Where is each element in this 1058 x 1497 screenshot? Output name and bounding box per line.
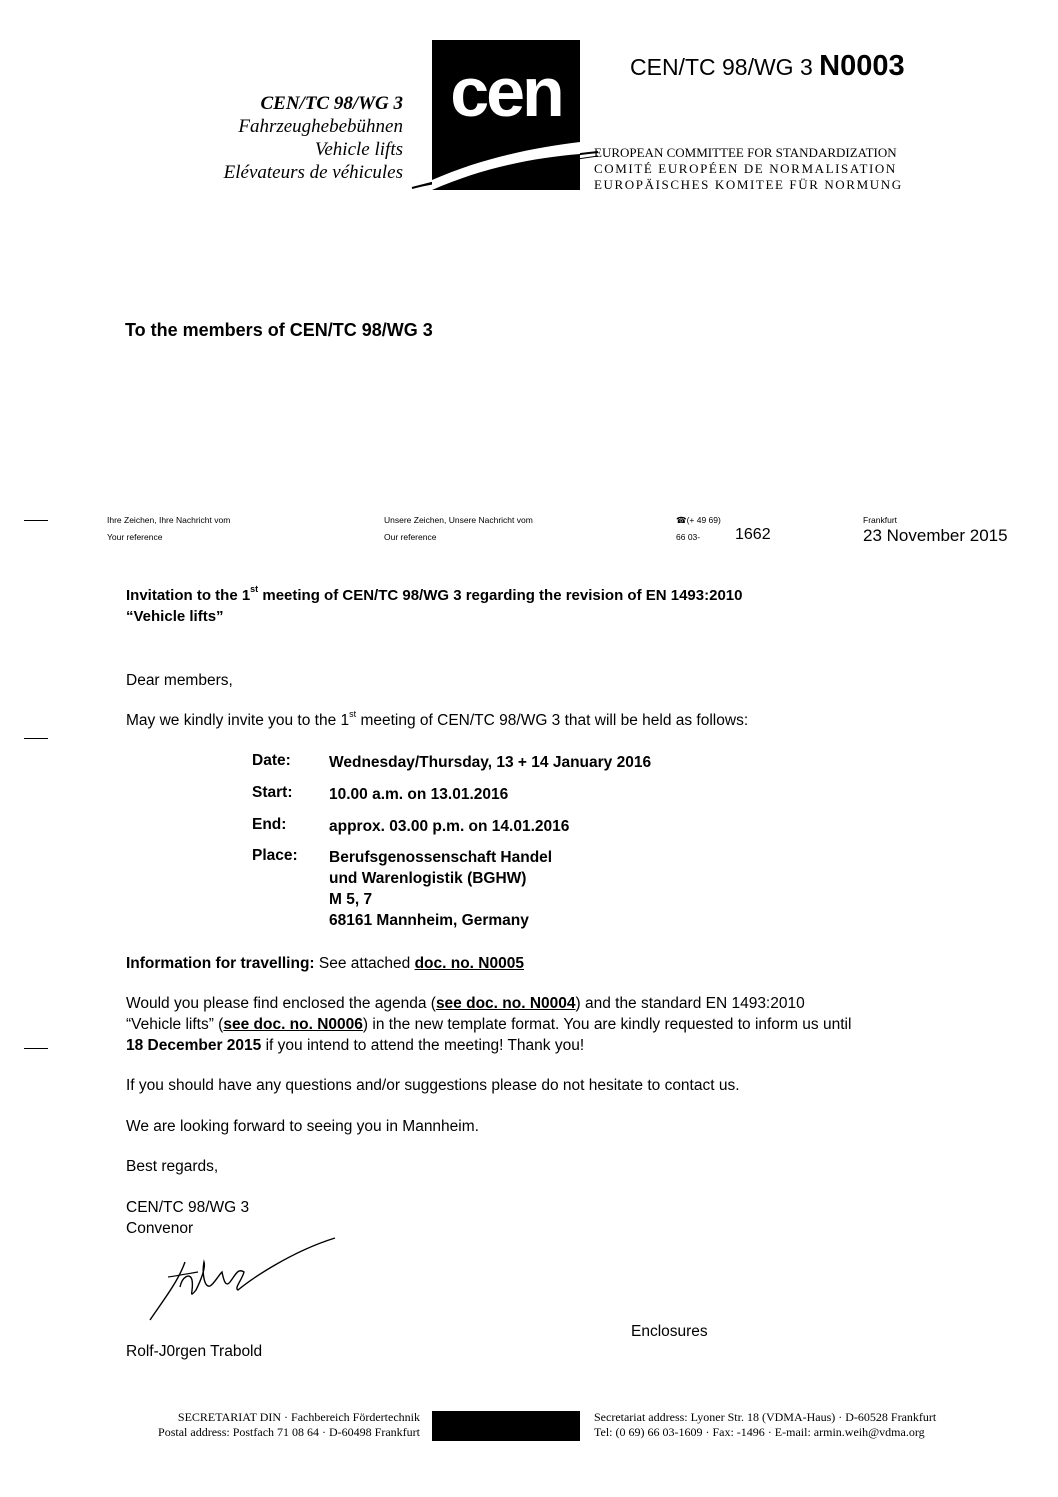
travel-label: Information for travelling:	[126, 955, 315, 972]
cen-logo-text: cen	[450, 53, 562, 131]
subject-line2: “Vehicle lifts”	[126, 608, 224, 625]
place-label: Place:	[252, 847, 298, 864]
city: Frankfurt	[863, 515, 898, 525]
our-reference-en: Our reference	[384, 532, 437, 542]
phone-extension: 1662	[735, 526, 771, 543]
committee-names	[594, 145, 903, 193]
document-number	[630, 50, 905, 83]
working-group-block	[224, 92, 403, 184]
end-label: End:	[252, 816, 287, 833]
footer-secretariat: SECRETARIAT DIN · Fachbereich Fördertechnik Postal address: Postfach 71 08 64 · D-60498 Frankfurt	[158, 1410, 420, 1439]
your-reference-de: Ihre Zeichen, Ihre Nachricht vom	[107, 515, 231, 525]
recipient-line: To the members of CEN/TC 98/WG 3	[125, 320, 433, 340]
closing-paragraph: We are looking forward to seeing you in Mannheim.	[126, 1118, 479, 1135]
doc-number: N0003	[819, 50, 905, 82]
start-value: 10.00 a.m. on 13.01.2016	[329, 786, 509, 803]
start-label: Start:	[252, 784, 293, 801]
date-value: Wednesday/Thursday, 13 + 14 January 2016	[329, 754, 652, 771]
doc-n0005-link[interactable]: doc. no. N0005	[414, 955, 524, 972]
phone-prefix: 66 03-	[676, 532, 701, 542]
fold-mark	[24, 738, 48, 739]
fold-mark	[24, 520, 48, 521]
footer-bar	[432, 1411, 580, 1441]
letter-date: 23 November 2015	[863, 526, 1008, 545]
signature-org: CEN/TC 98/WG 3	[126, 1199, 250, 1216]
wg-name-de: Fahrzeughebebühnen	[238, 116, 403, 137]
place-value: Berufsgenossenschaft Handel und Warenlogistik (BGHW) M 5, 7 68161 Mannheim, Germany	[329, 849, 553, 929]
invitation-paragraph: May we kindly invite you to the 1st meeting of CEN/TC 98/WG 3 that will be held as follows:	[126, 708, 749, 729]
your-reference-en: Your reference	[107, 532, 163, 542]
committee-de: EUROPÄISCHES KOMITEE FÜR NORMUNG	[594, 177, 903, 192]
fold-mark	[24, 1048, 48, 1049]
doc-prefix: CEN/TC 98/WG 3	[630, 54, 813, 80]
footer-contact: Secretariat address: Lyoner Str. 18 (VDMA-Haus) · D-60528 Frankfurt Tel: (0 69) 66 03-1609 · Fax: -1496 · E-mail: armin.weih@vdma.org	[594, 1410, 937, 1439]
subject: Invitation to the 1st meeting of CEN/TC 98/WG 3 regarding the revision of EN 1493:2010 “Vehicle lifts”	[126, 584, 743, 625]
cen-logo	[432, 40, 580, 190]
deadline-date: 18 December 2015	[126, 1037, 262, 1054]
wg-name-en: Vehicle lifts	[314, 139, 403, 160]
doc-n0004-link[interactable]: see doc. no. N0004	[435, 995, 576, 1012]
signatory-name: Rolf-J0rgen Trabold	[126, 1343, 263, 1360]
questions-paragraph: If you should have any questions and/or suggestions please do not hesitate to contact us.	[126, 1077, 740, 1094]
wg-title: CEN/TC 98/WG 3	[260, 93, 403, 114]
phone-label: ☎(+ 49 69)	[676, 515, 721, 525]
signature-role: Convenor	[126, 1220, 194, 1237]
doc-n0006-link[interactable]: see doc. no. N0006	[223, 1016, 363, 1033]
enclosures-label: Enclosures	[631, 1323, 708, 1340]
greeting: Dear members,	[126, 672, 233, 689]
wg-name-fr: Elévateurs de véhicules	[223, 162, 403, 183]
date-label: Date:	[252, 752, 291, 769]
enclosed-paragraph: Would you please find enclosed the agenda (see doc. no. N0004) and the standard EN 1493:2010 “Vehicle lifts” (see doc. no. N0006) in the new template format. You are kindly requested to inform us until 18 December 2015 if you intend to attend the meeting! Thank you!	[126, 995, 852, 1054]
handwritten-signature	[140, 1232, 340, 1332]
committee-fr: COMITÉ EUROPÉEN DE NORMALISATION	[594, 161, 897, 176]
committee-en: EUROPEAN COMMITTEE FOR STANDARDIZATION	[594, 145, 897, 160]
our-reference-de: Unsere Zeichen, Unsere Nachricht vom	[384, 515, 533, 525]
travel-info: Information for travelling: See attached doc. no. N0005	[126, 955, 524, 972]
best-regards: Best regards,	[126, 1158, 219, 1175]
cen-logo-mark	[432, 40, 580, 190]
end-value: approx. 03.00 p.m. on 14.01.2016	[329, 818, 570, 835]
